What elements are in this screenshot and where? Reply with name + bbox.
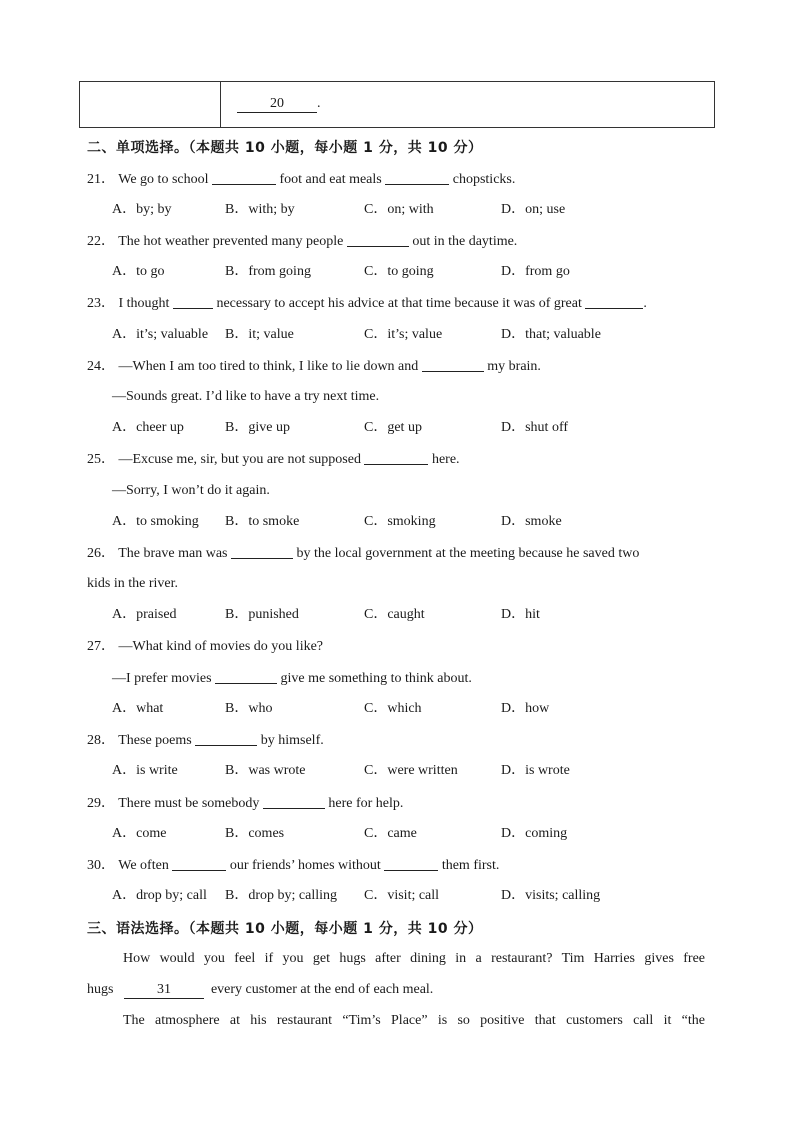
option-c: C．which — [364, 701, 422, 716]
answer-blank — [385, 170, 449, 185]
option-c: C．on; with — [364, 202, 434, 217]
option-b: B．who — [225, 701, 273, 716]
option-c: C．came — [364, 826, 417, 841]
answer-blank — [231, 544, 293, 559]
passage-text: hugs — [87, 982, 114, 997]
question-text: There must be somebody — [118, 796, 260, 811]
table-cell-left — [80, 82, 221, 127]
option-a: A．praised — [112, 607, 177, 622]
question-text: necessary to accept his advice at that time because it was of great — [216, 296, 582, 311]
question-number: 26． — [87, 546, 115, 561]
option-d: D．is wrote — [501, 763, 570, 778]
question-text: out in the daytime. — [412, 234, 518, 249]
question-text: by himself. — [260, 733, 324, 748]
option-d: D．that; valuable — [501, 327, 601, 342]
answer-blank — [263, 794, 325, 809]
passage-line — [87, 981, 433, 999]
question-text: our friends’ homes without — [229, 858, 381, 873]
question-text: by the local government at the meeting because he saved two — [296, 546, 640, 561]
question-text: here for help. — [328, 796, 404, 811]
question-text: —I prefer movies — [112, 671, 212, 686]
question-number: 28． — [87, 733, 115, 748]
question-text: foot and eat meals — [279, 172, 382, 187]
section-title-single-choice: 二、单项选择。（本题共 10 小题，每小题 1 分，共 10 分） — [87, 140, 483, 156]
option-d: D．shut off — [501, 420, 569, 435]
blank-20 — [237, 96, 321, 113]
answer-blank — [384, 856, 438, 871]
question-text: The brave man was — [118, 546, 228, 561]
answer-blank — [172, 856, 226, 871]
question-21 — [87, 170, 515, 189]
question-text: —What kind of movies do you like? — [118, 639, 324, 654]
question-text: them first. — [441, 858, 500, 873]
option-d: D．how — [501, 701, 550, 716]
question-text: give me something to think about. — [280, 671, 472, 686]
question-24 — [87, 357, 541, 376]
option-d: D．from go — [501, 264, 570, 279]
question-number: 27． — [87, 639, 115, 654]
question-text: These poems — [118, 733, 192, 748]
option-c: C．get up — [364, 420, 422, 435]
option-c: C．it’s; value — [364, 327, 443, 342]
answer-blank — [173, 294, 213, 309]
question-text: here. — [431, 452, 460, 467]
question-number: 22． — [87, 234, 115, 249]
question-30 — [87, 856, 499, 875]
question-text: —Excuse me, sir, but you are not supposed — [118, 452, 361, 467]
answer-blank — [212, 170, 276, 185]
option-d: D．on; use — [501, 202, 566, 217]
question-number: 23． — [87, 296, 115, 311]
option-b: B．drop by; calling — [225, 888, 337, 903]
question-text: We go to school — [118, 172, 209, 187]
option-b: B．give up — [225, 420, 290, 435]
question-25 — [87, 450, 460, 469]
option-c: C．were written — [364, 763, 458, 778]
option-d: D．visits; calling — [501, 888, 601, 903]
question-text: chopsticks. — [452, 172, 516, 187]
blank-31: 31 — [124, 982, 204, 999]
option-a: A．is write — [112, 763, 178, 778]
question-24-reply: —Sounds great. I’d like to have a try next time. — [112, 389, 380, 404]
question-number: 25． — [87, 452, 115, 467]
question-26 — [87, 544, 639, 563]
option-c: C．visit; call — [364, 888, 440, 903]
blank-tail: . — [317, 96, 321, 111]
question-text: my brain. — [487, 359, 541, 374]
answer-blank — [215, 669, 277, 684]
question-26-continuation: kids in the river. — [87, 576, 178, 591]
question-text: . — [643, 296, 647, 311]
option-a: A．to go — [112, 264, 165, 279]
option-a: A．come — [112, 826, 167, 841]
option-a: A．drop by; call — [112, 888, 207, 903]
option-b: B．punished — [225, 607, 299, 622]
option-c: C．smoking — [364, 514, 436, 529]
option-a: A．cheer up — [112, 420, 184, 435]
question-22 — [87, 232, 517, 251]
option-b: B．to smoke — [225, 514, 300, 529]
question-29 — [87, 794, 403, 813]
option-d: D．coming — [501, 826, 568, 841]
passage-text: every customer at the end of each meal. — [210, 982, 434, 997]
passage-line: The atmosphere at his restaurant “Tim’s Place” is so positive that customers call it “the — [123, 1013, 705, 1028]
question-28 — [87, 731, 324, 750]
option-a: A．by; by — [112, 202, 172, 217]
question-25-reply: —Sorry, I won’t do it again. — [112, 483, 270, 498]
passage-line: How would you feel if you get hugs after dining in a restaurant? Tim Harries gives free — [123, 951, 705, 966]
section-title-grammar: 三、语法选择。（本题共 10 小题，每小题 1 分，共 10 分） — [87, 921, 483, 937]
question-number: 30． — [87, 858, 115, 873]
blank-number: 20 — [237, 96, 317, 113]
question-27 — [87, 638, 323, 656]
option-a: A．it’s; valuable — [112, 327, 209, 342]
question-text: I thought — [118, 296, 170, 311]
question-number: 29． — [87, 796, 115, 811]
question-text: We often — [118, 858, 169, 873]
option-b: B．with; by — [225, 202, 295, 217]
option-a: A．what — [112, 701, 164, 716]
option-b: B．was wrote — [225, 763, 306, 778]
answer-table — [79, 81, 715, 128]
answer-blank — [195, 731, 257, 746]
option-b: B．it; value — [225, 327, 294, 342]
option-b: B．comes — [225, 826, 285, 841]
answer-blank — [364, 450, 428, 465]
question-text: —When I am too tired to think, I like to lie down and — [118, 359, 419, 374]
answer-blank — [422, 357, 484, 372]
option-c: C．to going — [364, 264, 434, 279]
table-cell-right — [221, 82, 714, 127]
question-number: 21． — [87, 172, 115, 187]
answer-blank — [347, 232, 409, 247]
option-d: D．smoke — [501, 514, 562, 529]
answer-blank — [585, 294, 643, 309]
question-text: The hot weather prevented many people — [118, 234, 344, 249]
option-b: B．from going — [225, 264, 311, 279]
option-d: D．hit — [501, 607, 540, 622]
question-27-reply — [112, 669, 472, 688]
option-c: C．caught — [364, 607, 425, 622]
question-number: 24． — [87, 359, 115, 374]
option-a: A．to smoking — [112, 514, 199, 529]
question-23 — [87, 294, 647, 313]
